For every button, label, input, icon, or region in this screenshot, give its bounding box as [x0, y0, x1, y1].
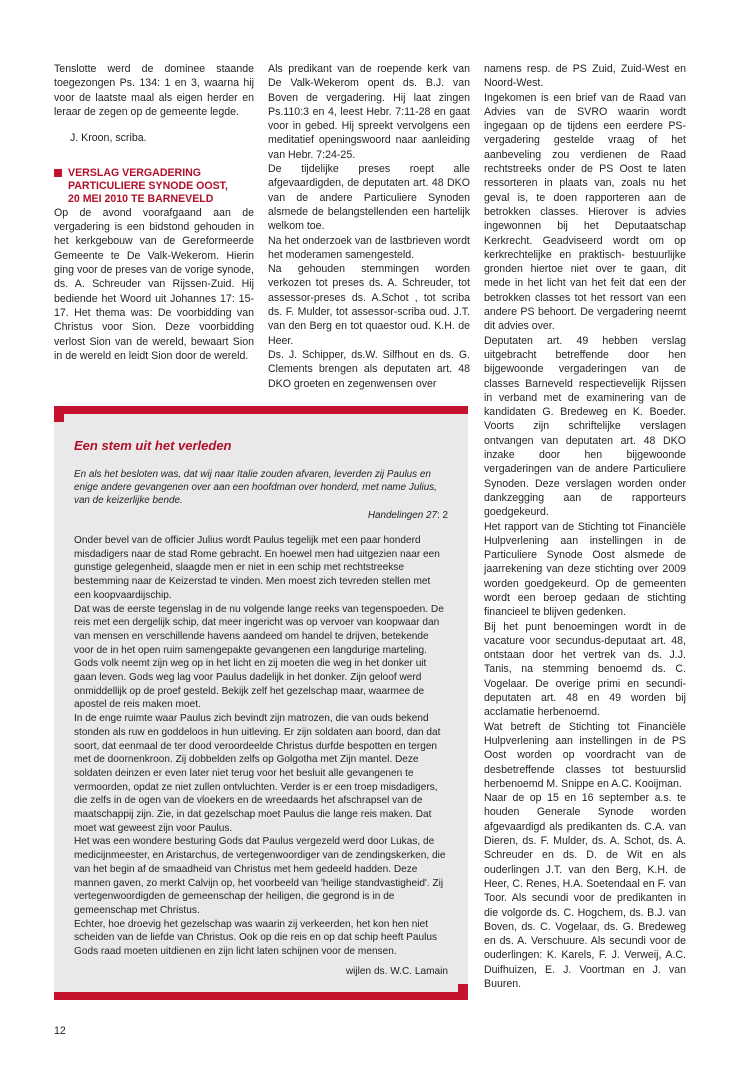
paragraph: Het rapport van de Stichting tot Financiële Hulpverlening aan instellingen in de Particuliere Synode Oost alsmede de jaarrekening van deze stichting over 2009 worden goedgekeurd. Op de gemeenten wordt een beroep gedaan de stichting financieel te blijven gedenken.	[484, 520, 686, 619]
box-top-border	[54, 406, 468, 414]
section-body: Op de avond voorafgaand aan de vergadering is een bidstond gehouden in het kerkgebouw van de Gereformeerde Gemeente te De Valk-Wekerom. Hierin ging voor de preses van de vorige synode, ds. A. Schreuder van Rijssen-Zuid. Hij bediende het Woord uit Johannes 17: 15-17. Het thema was: De voorbidding van Christus voor Sion. Deze voorbidding verlost Sion van de wereld, bewaart Sion in de wereld en leidt Sion door de wereld.	[54, 206, 254, 362]
intro-paragraph: Tenslotte werd de dominee staande toegezongen Ps. 134: 1 en 3, waarna hij voor de laatste maal als eigen herder en leraar de zegen op de gemeente legde.	[54, 63, 254, 118]
paragraph: Ingekomen is een brief van de Raad van Advies van de SVRO waarin wordt ingegaan op de tijdens een eerdere PS-vergadering gestelde vraag of het aanbeveling zou verdienen de Raad rechtstreeks onder de PS Oost te laten ressorteren in plaats van, zoals nu het geval is, te doen rapporteren aan de betrokken classes. Hierover is advies ingewonnen bij het Deputaatschap Kerkrecht. Geadviseerd wordt om op kerkrechtelijke en praktisch- bestuurlijke gronden hiertoe niet over te gaan, dit mede in het licht van het feit dat een der betrokken classes tot het ressort van een andere PS behoort. De vergadering neemt dit advies over.	[484, 91, 686, 333]
signature: J. Kroon, scriba.	[70, 132, 147, 145]
box-title: Een stem uit het verleden	[74, 438, 232, 453]
box-paragraph: Dat was de eerste tegenslag in de nu volgende lange reeks van tegenspoeden. De reis met een dergelijk schip, dat meer ingericht was op vervoer van koopwaar dan van mensen en verschillende havens aandeed om handel te drijven, betekende voor de in het open ruim samengepakte gevangenen een langdurige marteling. Gods volk neemt zijn weg op in het licht en zij moeten die weg in het donker uit gaan leven. Gods weg lag voor Paulus dadelijk in het donker. Zijn geloof werd onmiddellijk op de proef gesteld. Bekijk zelf het gezelschap maar, waarmee de apostel de reis maken moet.	[74, 603, 444, 711]
paragraph: Ds. J. Schipper, ds.W. Silfhout en ds. G. Clements brengen als deputaten art. 48 DKO groeten en zegenwensen over	[268, 348, 470, 390]
paragraph: Bij het punt benoemingen wordt in de vacature voor secundus-deputaat art. 48, ontstaan door het vertrek van ds. J.J. Tanis, na stemming benoemd ds. C. Vogelaar. De overige primi en secundi-deputaten art. 48 en 49 worden bij acclamatie herbenoemd.	[484, 620, 686, 719]
meditation-box	[54, 406, 468, 1000]
box-paragraph: Onder bevel van de officier Julius wordt Paulus tegelijk met een paar honderd misdadigers naar de stad Rome gebracht. En hoewel men had uitgezien naar een gunstige gelegenheid, slaagde men er niet in een schip met rechtstreekse bestemming naar de Keizerstad te vinden. Men moest zich tevreden stellen met een koopvaardijschip.	[74, 535, 440, 601]
box-author: wijlen ds. W.C. Lamain	[345, 966, 448, 977]
box-top-accent	[54, 414, 64, 422]
column-2	[268, 62, 470, 391]
reference-verse: : 2	[437, 510, 448, 521]
column-1	[54, 62, 254, 363]
bible-quote: En als het besloten was, dat wij naar Italie zouden afvaren, leverden zij Paulus en enige andere gevangenen over aan een hoofdman over honderd, met name Julius, van de keizerlijke bende.	[74, 469, 437, 507]
section-heading-line: PARTICULIERE SYNODE OOST,	[68, 180, 228, 193]
bullet-square-icon	[54, 169, 62, 177]
paragraph: Wat betreft de Stichting tot Financiële Hulpverlening aan instellingen in de PS Oost worden op voordracht van de desbetreffende classes tot bestuurslid herbenoemd M. Snippe en A.C. Kooijman.	[484, 720, 686, 790]
box-paragraph: Het was een wondere besturing Gods dat Paulus vergezeld werd door Lukas, de medicijnmeester, en Aristarchus, de vertegenwoordiger van de zendingskerken, die van het begin af de smaadheid van Christus met hem gedeeld hadden. Deze mannen gaven, zo merkt Calvijn op, het voorbeeld van 'heilige standvastigheid'. Zij vertegenwoordigden de gemeenschap der heiligen, die gegrond is in de gemeenschap met Christus.	[74, 836, 446, 916]
page-number: 12	[54, 1025, 66, 1037]
section-heading-line: 20 MEI 2010 TE BARNEVELD	[68, 193, 214, 206]
reference-book: Handelingen 27	[367, 510, 438, 521]
paragraph: Naar de op 15 en 16 september a.s. te houden Generale Synode worden afgevaardigd als predikanten ds. C.A. van Dieren, ds. F. Mulder, ds. A. Schot, ds. A. Schreuder en ds. D. de Wit en als ouderlingen J.T. van den Berg, K.H. de Heer, C. Renes, H.A. Soetendaal en F. van Toor. Als secundi voor de predikanten in die volgorde ds. C. Hogchem, ds. B.J. van Boven, ds. C. Vogelaar, ds. G. Bredeweg en ds. A. Verschuure. Als secundi voor de ouderlingen: K. Karels, F. J. Verweij, A.C. Duifhuizen, E. J. Voortman en J. van Buuren.	[484, 792, 686, 990]
box-paragraph: Echter, hoe droevig het gezelschap was waarin zij verkeerden, het kon hen niet scheiden van de liefde van Christus. Ook op die reis en op dat schip heeft Paulus Gods raad moeten uitdienen en zijn licht laten schijnen voor de mensen.	[74, 918, 438, 958]
box-body	[74, 534, 448, 959]
paragraph: De tijdelijke preses roept alle afgevaardigden, de deputaten art. 48 DKO van de andere Particuliere Synoden alsmede de belangstellenden een hartelijk welkom toe.	[268, 163, 470, 233]
column-3	[484, 62, 686, 991]
paragraph: Deputaten art. 49 hebben verslag uitgebracht betreffende door hen bijgewoonde vergaderingen van de classes Barneveld respectievelijk Rijssen in verband met de examinering van de kandidaten G. Bredeweg en K. Boeder. Voorts zijn schriftelijke verslagen ontvangen van deputaten art. 48 DKO inzake door hen bijgewoonde vergaderingen van de andere Particuliere Synoden. Deze verslagen worden onder dankzegging aan de rapporteurs goedgekeurd.	[484, 334, 686, 519]
section-heading	[54, 167, 254, 205]
paragraph: Na het onderzoek van de lastbrieven wordt het moderamen samengesteld.	[268, 234, 470, 261]
paragraph: Na gehouden stemmingen worden verkozen tot preses ds. A. Schreuder, tot assessor-preses ds. A.Schot , tot scriba ds. F. Mulder, tot assessor-scriba oud. J.T. van den Berg en tot quaestor oud. K.H. de Heer.	[268, 263, 470, 347]
section-heading-line: VERSLAG VERGADERING	[68, 167, 202, 180]
box-bottom-accent	[458, 984, 468, 992]
paragraph: namens resp. de PS Zuid, Zuid-West en Noord-West.	[484, 63, 686, 90]
box-paragraph: In de enge ruimte waar Paulus zich bevindt zijn matrozen, die van ouds bekend stonden als ruw en goddeloos in hun uitleving. Er zijn soldaten aan boord, dan dat soort, dat eenmaal de ter dood veroordeelde Christus durfde bespotten en tergen met de doornenkroon. Zij dobbelden zelfs op Golgotha met Zijn mantel. Deze soldaten deinzen er even later niet terug voor het besluit alle gevangenen te vermoorden, opdat ze niet zullen ontvluchten. Verder is er een troep misdadigers, die zelfs in de ogen van de vloekers en de wreedaards het afschrapsel van de maatschappij zijn. Zie, in dat gezelschap moet Paulus die lange reis maken. Dat moet wat geweest zijn voor Paulus.	[74, 713, 441, 834]
bible-reference	[368, 510, 448, 521]
box-bottom-border	[54, 992, 468, 1000]
paragraph: Als predikant van de roepende kerk van De Valk-Wekerom opent ds. B.J. van Boven de vergadering. Hij laat zingen Ps.110:3 en 4, leest Hebr. 7:11-28 en gaat voor in gebed. Hij spreekt vervolgens een meditatief openingswoord naar aanleiding van Hebr. 7:24-25.	[268, 63, 470, 161]
